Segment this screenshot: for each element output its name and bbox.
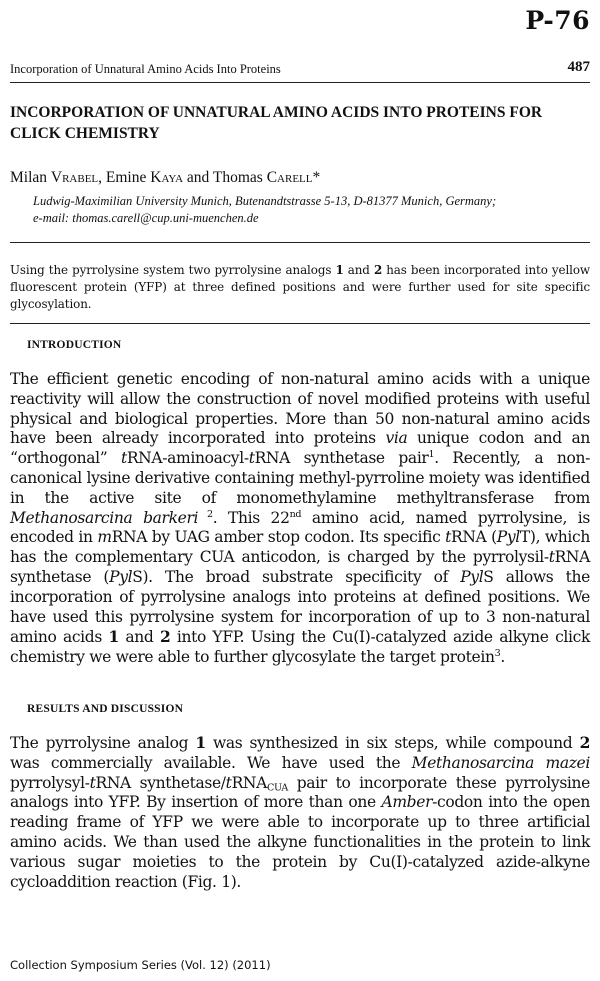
author-family-name: Kaya xyxy=(150,169,184,186)
compound-ref: 2 xyxy=(159,627,171,647)
abstract: Using the pyrrolysine system two pyrrolysine analogs 1 and 2 has been incorporated into yellow fluorescent protein (YFP) at three defined positions and were further used for site specific glycosylation. xyxy=(10,263,591,311)
results-paragraph: The pyrrolysine analog 1 was synthesized in six steps, while compound 2 was commercially available. We have used the Methanosarcina mazei pyrrolysyl-tRNA synthetase/tRNA$_{CUA}$ pair to incorporate these pyrrolysine analogs into YFP. By insertion of more than one Amber-codon into the open reading frame of YFP we were able to incorporate up to three artificial amino acids. We than used the alkyne functionalities in the protein to link various sugar moieties to the protein by Cu(I)-catalyzed azide-alkyne cycloaddition reaction (Fig. 1). xyxy=(10,733,590,891)
compound-ref: 1 xyxy=(335,263,344,277)
section-heading-results: RESULTS AND DISCUSSION xyxy=(27,703,184,715)
introduction-paragraph: The efficient genetic encoding of non-natural amino acids with a unique reactivity will allow the construction of novel modified proteins with useful physical and biological properties. More than 50 non-natural amino acids have been already incorporated into proteins via unique codon and an “orthogonal” tRNA-aminoacyl-tRNA synthetase pair$^1$. Recently, a non-canonical lysine derivative containing methyl-pyrroline moiety was identified in the active site of monomethylamine methyltransferase from Methanosarcina barkeri $^2$. This 22nd amino acid, named pyrrolysine, is encoded in mRNA by UAG amber stop codon. Its specific tRNA (PylT), which has the complementary CUA anticodon, is charged by the pyrrolysil-tRNA synthetase (PylS). The broad substrate specificity of PylS allows the incorporation of pyrrolysine analogs into proteins at defined positions. We have used this pyrrolysine system for incorporation of up to 3 non-natural amino acids 1 and 2 into YFP. Using the Cu(I)-catalyzed azide alkyne click chemistry we were able to further glycosylate the target protein$^3$. xyxy=(10,370,591,667)
author-family-name: Carell* xyxy=(266,169,321,186)
author-separator: , xyxy=(98,169,106,186)
author-given-name: Thomas xyxy=(212,169,263,186)
author-list xyxy=(10,169,320,187)
footer-series: Collection Symposium Series (Vol. 12) (2011) xyxy=(10,958,271,972)
affiliation: Ludwig-Maximilian University Munich, Butenandtstrasse 5-13, D-81377 Munich, Germany; xyxy=(33,194,497,208)
compound-ref: 2 xyxy=(373,263,383,277)
abstract-top-rule xyxy=(10,242,590,243)
reference-marker: 2 xyxy=(198,508,213,520)
reference-marker: 3 xyxy=(494,648,501,660)
page-number: 487 xyxy=(567,59,590,75)
section-heading-introduction: INTRODUCTION xyxy=(27,339,122,351)
poster-code: P-76 xyxy=(525,6,590,35)
author-given-name: Emine xyxy=(105,169,147,186)
affiliation-block xyxy=(33,193,593,227)
email: e-mail: thomas.carell@cup.uni-muenchen.de xyxy=(33,211,259,225)
header-rule xyxy=(10,82,590,83)
compound-ref: 1 xyxy=(108,627,119,647)
author-given-name: Milan xyxy=(10,169,48,186)
compound-ref: 2 xyxy=(579,733,590,752)
author-family-name: Vrabel xyxy=(50,169,99,186)
compound-ref: 1 xyxy=(195,733,206,752)
reference-marker: 1 xyxy=(428,449,435,461)
article-title: INCORPORATION OF UNNATURAL AMINO ACIDS INTO PROTEINS FOR CLICK CHEMISTRY xyxy=(10,104,543,142)
author-separator: and xyxy=(183,169,213,186)
abstract-bottom-rule xyxy=(10,323,590,324)
running-head: Incorporation of Unnatural Amino Acids Into Proteins xyxy=(10,62,281,76)
